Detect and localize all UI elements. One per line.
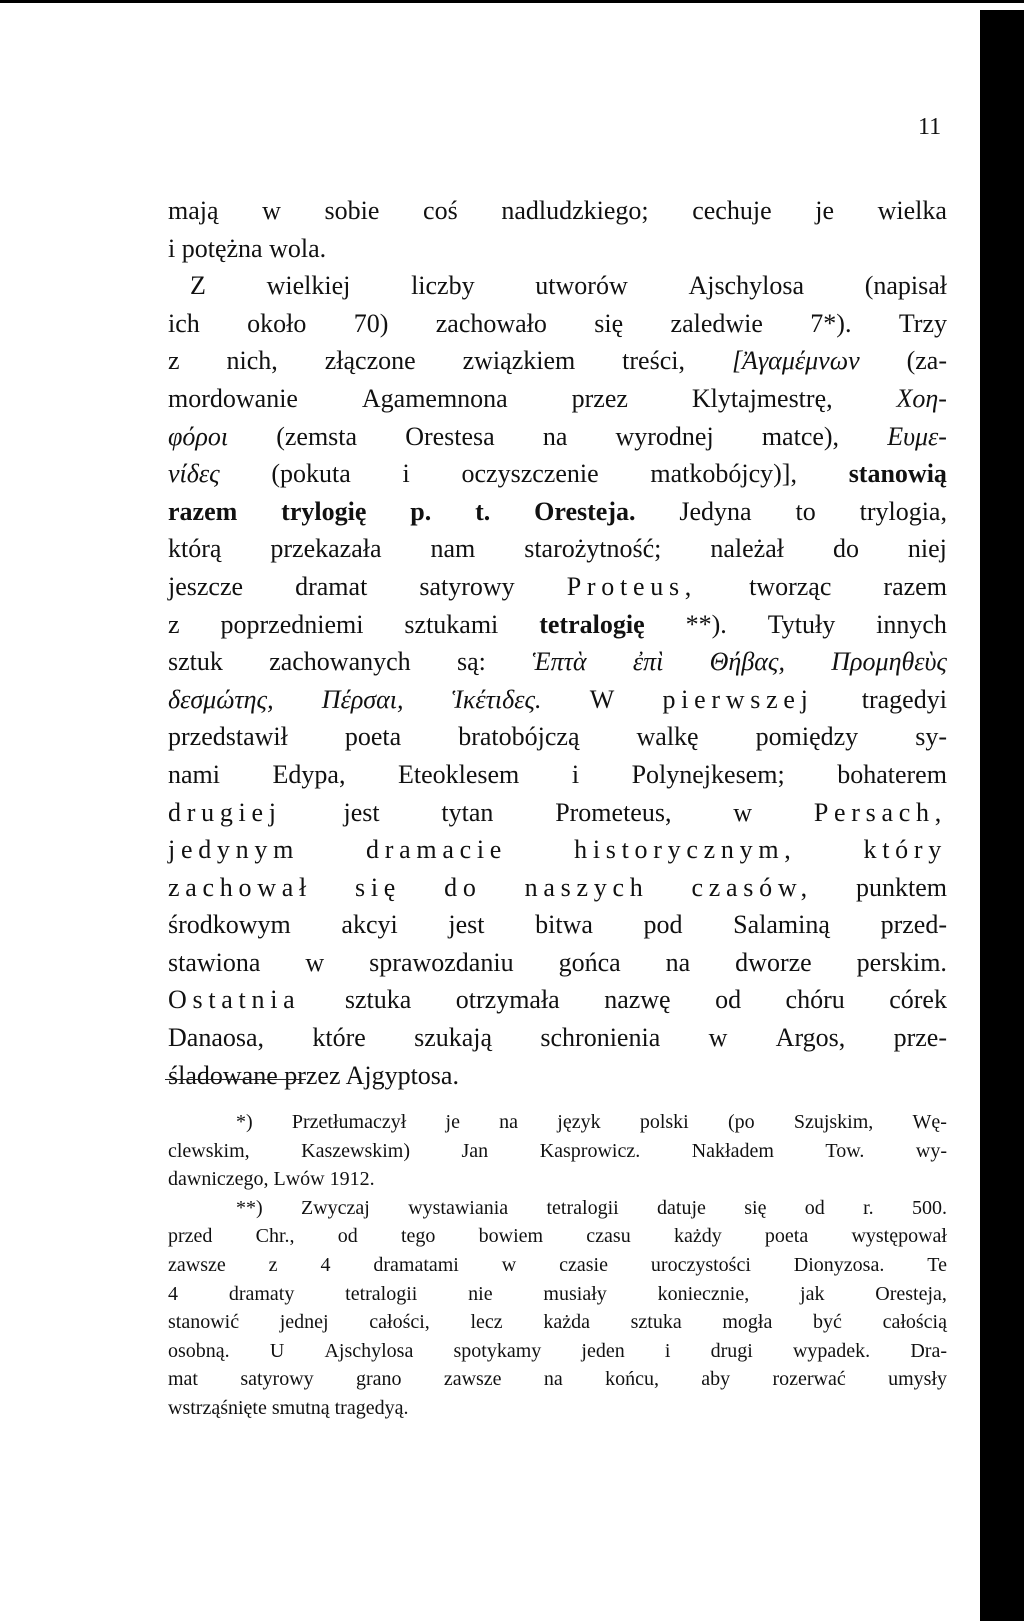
word: rozerwać <box>772 1368 846 1391</box>
word: się <box>744 1196 767 1219</box>
word: Polynejkesem; <box>631 759 785 789</box>
word: jeszcze <box>168 571 244 601</box>
text-line <box>168 944 947 982</box>
spaced-word: historycznym, <box>574 835 797 865</box>
spaced-word: dramacie <box>366 835 508 865</box>
word: związkiem <box>462 346 576 376</box>
text-line <box>168 681 947 719</box>
word: koniecznie, <box>657 1282 750 1305</box>
word: stawiona <box>168 947 261 977</box>
word: z <box>168 346 180 376</box>
word: w <box>305 947 325 977</box>
word: od <box>715 985 742 1015</box>
footnote-line <box>168 1108 947 1137</box>
text-line <box>168 831 947 869</box>
word: zawsze <box>168 1253 226 1276</box>
word: na <box>499 1111 519 1133</box>
main-text <box>168 192 947 1094</box>
text-line <box>168 192 947 230</box>
spaced-word: czasów, <box>691 872 813 902</box>
word: coś <box>423 196 458 225</box>
word: polski <box>639 1111 689 1133</box>
word: tragedyi <box>861 684 947 714</box>
greek-title: [Ἀγαμέμνων <box>731 346 860 376</box>
footnote-line <box>168 1194 947 1223</box>
word: każda <box>543 1311 590 1334</box>
word: tetralogii <box>345 1282 418 1305</box>
word: (napisał <box>864 271 947 301</box>
word: 4 <box>168 1282 178 1305</box>
word: nazwę <box>604 985 671 1015</box>
word: w <box>708 1023 728 1053</box>
word: **). <box>685 609 727 639</box>
word: 70) <box>353 308 389 338</box>
spaced-word: pierwszej <box>662 684 814 714</box>
footnote-line <box>168 1165 947 1194</box>
word: tworząc <box>749 571 832 601</box>
word: treści, <box>622 346 685 376</box>
word: stanowić <box>168 1311 240 1334</box>
word: Tow. <box>825 1139 865 1162</box>
text-line <box>168 643 947 681</box>
scan-border-top <box>0 0 1024 10</box>
line-text: i potężna wola. <box>168 233 327 263</box>
word: Salaminą <box>733 910 830 940</box>
word: tytan <box>441 797 494 827</box>
spaced-word: naszych <box>524 872 649 902</box>
word: Wę- <box>912 1111 947 1133</box>
word: Ajschylosa <box>324 1339 414 1362</box>
word: tetralogii <box>546 1196 619 1219</box>
word: dramaty <box>228 1282 295 1305</box>
word: wielka <box>877 196 947 225</box>
word: Ajschylosa <box>688 271 804 301</box>
word: i <box>664 1339 671 1362</box>
word: w <box>733 797 753 827</box>
word: wypadek. <box>792 1339 871 1362</box>
word: Dionyzosa. <box>793 1253 885 1276</box>
word: które <box>312 1023 366 1053</box>
word: zachowanych <box>269 647 411 677</box>
word: datuje <box>657 1196 706 1219</box>
word: na <box>542 421 568 451</box>
greek-title: δεσμώτης, <box>168 684 274 714</box>
spaced-word: do <box>444 872 482 902</box>
word: przez <box>571 383 628 413</box>
word: (po <box>727 1111 755 1133</box>
word: je <box>445 1111 460 1133</box>
word: dramat <box>295 571 368 601</box>
word: przedstawił <box>168 722 288 752</box>
word: Oresteja, <box>875 1282 947 1305</box>
word: tego <box>400 1225 436 1248</box>
word: wystawiania <box>408 1196 509 1219</box>
word: Chr., <box>255 1225 295 1248</box>
word: matkobójcy)], <box>650 459 797 489</box>
word: jak <box>800 1282 825 1305</box>
word: być <box>813 1311 842 1334</box>
word: środkowym <box>168 910 291 940</box>
bold-word: razem <box>168 496 238 526</box>
text-line <box>168 718 947 756</box>
text-line <box>168 756 947 794</box>
word: Dra- <box>910 1339 947 1362</box>
text-line <box>168 1019 947 1057</box>
word: oczyszczenie <box>461 459 599 489</box>
word: *) <box>236 1111 253 1133</box>
word: gońca <box>558 947 621 977</box>
word: 4 <box>320 1253 331 1276</box>
word: (za- <box>906 346 947 376</box>
greek-title: Πέρσαι, <box>321 684 404 714</box>
greek-title: Θήβας, <box>709 647 785 677</box>
word: trylogia, <box>859 496 947 526</box>
word: bitwa <box>535 910 593 940</box>
word: otrzymała <box>455 985 560 1015</box>
word: poeta <box>344 722 402 752</box>
greek-title: Προμηθεὺς <box>831 647 947 677</box>
line-text: wstrząśnięte smutną tragedyą. <box>168 1396 409 1419</box>
spaced-word: Proteus, <box>566 571 698 601</box>
word: jeden <box>581 1339 625 1362</box>
text-line <box>168 230 947 268</box>
word: wielkiej <box>266 271 351 301</box>
word: Agamemnona <box>361 383 508 413</box>
footnote-line <box>168 1365 947 1394</box>
word: Te <box>927 1253 947 1276</box>
word: i <box>571 759 580 789</box>
text-line <box>168 380 947 418</box>
word: to <box>795 496 816 526</box>
footnote-separator <box>165 1079 306 1080</box>
text-line <box>168 794 947 832</box>
word: język <box>557 1111 601 1133</box>
text-line <box>168 906 947 944</box>
bold-word: Oresteja. <box>534 496 636 526</box>
word: sztuk <box>168 647 223 677</box>
bold-word: tetralogię <box>539 609 645 639</box>
word: umysły <box>888 1368 947 1391</box>
footnote-line <box>168 1308 947 1337</box>
word: występował <box>851 1225 947 1248</box>
text-line <box>168 493 947 531</box>
word: są: <box>456 647 486 677</box>
word: akcyi <box>341 910 398 940</box>
word: niej <box>907 534 947 564</box>
word: schronienia <box>540 1023 661 1053</box>
greek-title: Ἱκέτιδες. <box>451 684 542 714</box>
word: się <box>594 308 624 338</box>
spaced-word: Persach, <box>813 797 947 827</box>
word: r. <box>863 1196 874 1219</box>
word: całością <box>882 1311 947 1334</box>
word: Trzy <box>898 308 947 338</box>
word: Z <box>190 271 206 301</box>
footnotes <box>168 1108 947 1423</box>
footnote-line <box>168 1394 947 1423</box>
bold-word: t. <box>475 496 491 526</box>
bold-word: trylogię <box>281 496 367 526</box>
text-line <box>168 342 947 380</box>
word: perskim. <box>856 947 947 977</box>
word: i <box>402 459 410 489</box>
word: mają <box>168 196 219 225</box>
word: którą <box>168 534 222 564</box>
word: czasu <box>586 1225 631 1248</box>
greek-title: Χοη- <box>896 383 947 413</box>
word: Przetłumaczył <box>291 1111 407 1133</box>
word: drugi <box>710 1339 753 1362</box>
word: Jan <box>461 1139 489 1162</box>
greek-title: ἐπὶ <box>632 647 664 677</box>
spaced-word: który <box>863 835 947 865</box>
word: nami <box>168 759 220 789</box>
word: 500. <box>912 1196 947 1219</box>
text-line <box>168 568 947 606</box>
spaced-word: się <box>355 872 402 902</box>
word: utworów <box>535 271 628 301</box>
word: W <box>589 684 615 714</box>
footnote-line <box>168 1251 947 1280</box>
word: pomiędzy <box>755 722 859 752</box>
word: nie <box>468 1282 493 1305</box>
bold-word: p. <box>410 496 432 526</box>
word: bowiem <box>478 1225 544 1248</box>
spaced-word: zachował <box>168 872 312 902</box>
page-number: 11 <box>918 114 942 140</box>
word: Kaszewskim) <box>301 1139 411 1162</box>
word: dworze <box>735 947 812 977</box>
word: przed- <box>880 910 947 940</box>
text-line <box>168 267 947 305</box>
word: w <box>262 196 281 225</box>
word: sztuka <box>344 985 412 1015</box>
line-text: dawniczego, Lwów 1912. <box>168 1168 375 1191</box>
bold-word: stanowią <box>848 459 947 489</box>
word: mordowanie <box>168 383 298 413</box>
word: innych <box>876 609 947 639</box>
word: sobie <box>324 196 380 225</box>
word: (pokuta <box>271 459 351 489</box>
text-line <box>168 981 947 1019</box>
word: sprawozdaniu <box>369 947 514 977</box>
word: należał <box>710 534 784 564</box>
word: U <box>269 1339 285 1362</box>
word: nich, <box>226 346 278 376</box>
word: jednej <box>279 1311 329 1334</box>
word: zaledwie <box>670 308 763 338</box>
word: nam <box>430 534 476 564</box>
word: uroczystości <box>650 1253 751 1276</box>
word: mat <box>168 1368 198 1391</box>
word: na <box>665 947 691 977</box>
word: przed <box>168 1225 213 1248</box>
word: całości, <box>369 1311 430 1334</box>
word: od <box>337 1225 358 1248</box>
word: wy- <box>915 1139 947 1162</box>
word: walkę <box>636 722 699 752</box>
word: od <box>804 1196 825 1219</box>
greek-title: νίδες <box>168 459 220 489</box>
word: ich <box>168 308 200 338</box>
word: pod <box>643 910 683 940</box>
word: **) <box>236 1196 263 1219</box>
word: około <box>247 308 307 338</box>
spaced-word: Ostatnia <box>168 985 301 1015</box>
word: mogła <box>722 1311 773 1334</box>
word: starożytność; <box>524 534 662 564</box>
word: zawsze <box>443 1368 502 1391</box>
word: cechuje <box>692 196 772 225</box>
word: prze- <box>893 1023 947 1053</box>
word: (zemsta <box>276 421 358 451</box>
word: poprzedniemi <box>220 609 364 639</box>
word: dramatami <box>373 1253 459 1276</box>
scan-border-right <box>980 10 1024 1621</box>
spaced-word: jedynym <box>168 835 300 865</box>
word: 7*). <box>810 308 852 338</box>
word: razem <box>883 571 947 601</box>
word: bohaterem <box>837 759 947 789</box>
text-line <box>168 606 947 644</box>
word: chóru <box>785 985 845 1015</box>
text-line <box>168 869 947 907</box>
word: clewskim, <box>168 1139 250 1162</box>
word: nadludzkiego; <box>501 196 649 225</box>
word: sztuka <box>630 1311 682 1334</box>
footnote-line <box>168 1137 947 1166</box>
word: końcu, <box>605 1368 659 1391</box>
word: matce), <box>761 421 840 451</box>
word: aby <box>701 1368 731 1391</box>
word: córek <box>889 985 947 1015</box>
word: satyrowy <box>240 1368 314 1391</box>
spaced-word: drugiej <box>168 797 282 827</box>
footnote-line <box>168 1222 947 1251</box>
word: Danaosa, <box>168 1023 265 1053</box>
word: czasie <box>559 1253 608 1276</box>
greek-title: Ευμε- <box>887 421 947 451</box>
word: osobną. <box>168 1339 230 1362</box>
word: sy- <box>915 722 947 752</box>
word: bratobójczą <box>458 722 580 752</box>
word: złączone <box>324 346 416 376</box>
word: Edypa, <box>272 759 346 789</box>
word: z <box>268 1253 278 1276</box>
word: zachowało <box>435 308 547 338</box>
word: poeta <box>764 1225 809 1248</box>
text-line <box>168 305 947 343</box>
text-line <box>168 530 947 568</box>
word: Tytuły <box>767 609 836 639</box>
line-text: śladowane przez Ajgyptosa. <box>168 1060 459 1090</box>
word: do <box>832 534 859 564</box>
word: jest <box>448 910 485 940</box>
word: wyrodnej <box>615 421 714 451</box>
greek-title: Ἑπτὰ <box>532 647 587 677</box>
word: szukają <box>414 1023 493 1053</box>
footnote-line <box>168 1280 947 1309</box>
word: spotykamy <box>453 1339 542 1362</box>
word: punktem <box>855 872 947 902</box>
word: z <box>168 609 180 639</box>
word: każdy <box>673 1225 722 1248</box>
word: Eteoklesem <box>397 759 520 789</box>
word: je <box>815 196 834 225</box>
word: Klytajmestrę, <box>691 383 833 413</box>
text-line <box>168 418 947 456</box>
word: grano <box>355 1368 402 1391</box>
footnote-line <box>168 1337 947 1366</box>
word: Nakładem <box>691 1139 774 1162</box>
word: na <box>543 1368 563 1391</box>
word: satyrowy <box>419 571 515 601</box>
word: Szujskim, <box>793 1111 874 1133</box>
word: Jedyna <box>679 496 752 526</box>
word: Orestesa <box>405 421 495 451</box>
text-line <box>168 1057 947 1095</box>
greek-title: φόροι <box>168 421 229 451</box>
word: musiały <box>543 1282 607 1305</box>
word: Prometeus, <box>555 797 672 827</box>
text-line <box>168 455 947 493</box>
word: Argos, <box>775 1023 846 1053</box>
word: liczby <box>411 271 475 301</box>
word: sztukami <box>404 609 499 639</box>
word: jest <box>343 797 380 827</box>
word: Zwyczaj <box>301 1196 370 1219</box>
word: w <box>501 1253 517 1276</box>
word: przekazała <box>270 534 382 564</box>
word: lecz <box>470 1311 503 1334</box>
word: Kasprowicz. <box>539 1139 641 1162</box>
